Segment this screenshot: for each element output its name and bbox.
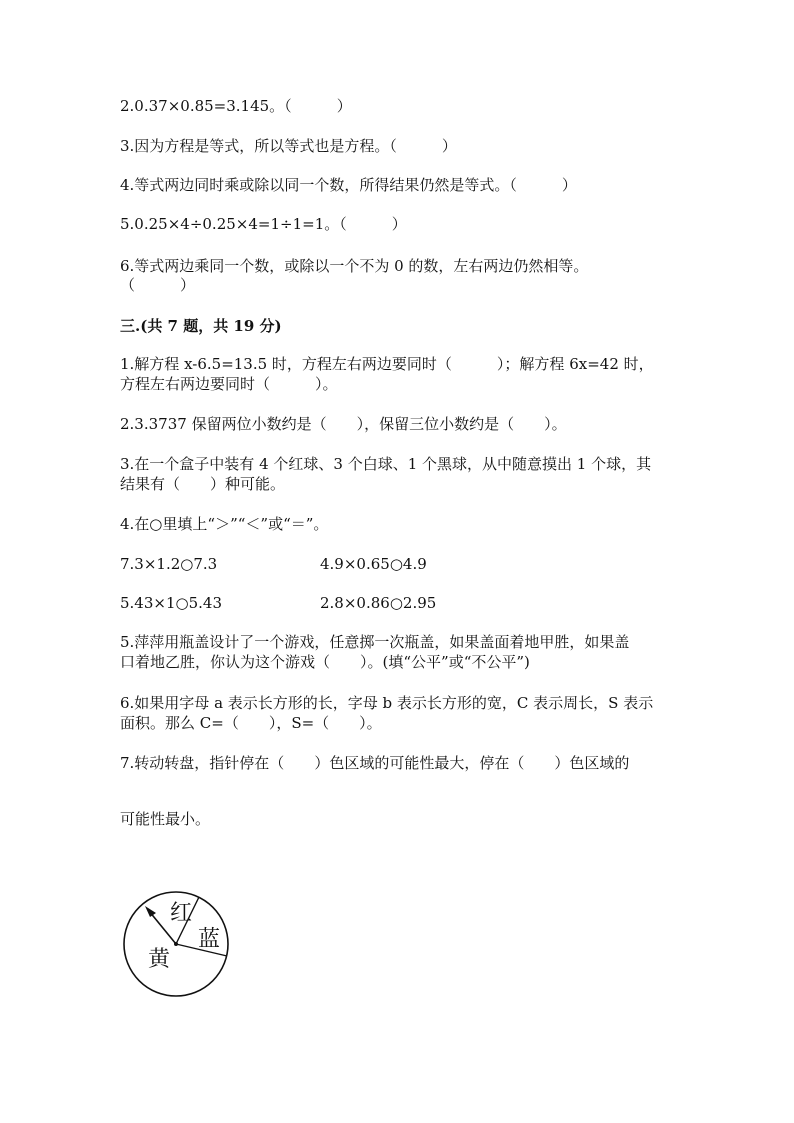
fill-question-1-line1: 1.解方程 x-6.5=13.5 时，方程左右两边要同时（ ）；解方程 6x=42 时， [120,355,654,373]
fill-question-6-line1: 6.如果用字母 a 表示长方形的长，字母 b 表示长方形的宽，C 表示周长，S 表示 [120,694,654,712]
fill-question-3-line2: 结果有（ ）种可能。 [120,475,286,493]
judge-question-6-line1: 6.等式两边乘同一个数，或除以一个不为 0 的数，左右两边仍然相等。 [120,257,589,275]
judge-question-6-line2: （ ） [120,276,196,294]
sector-label-blue: 蓝 [198,927,221,952]
judge-question-5: 5.0.25×4÷0.25×4=1÷1=1。（ ） [120,215,407,233]
pointer-arrow-icon [145,906,156,917]
fill-question-4: 4.在○里填上“＞”“＜”或“＝”。 [120,515,329,533]
fill-question-5-line1: 5.萍萍用瓶盖设计了一个游戏，任意掷一次瓶盖，如果盖面着地甲胜，如果盖 [120,633,630,651]
spinner-center [174,942,178,946]
section-3-heading: 三.(共 7 题，共 19 分) [120,317,282,335]
fill-question-2: 2.3.3737 保留两位小数约是（ ），保留三位小数约是（ ）。 [120,415,567,433]
sector-label-yellow: 黄 [148,947,171,972]
compare-item: 4.9×0.65○4.9 [320,555,427,573]
spinner-diagram [118,884,238,1004]
fill-question-5-line2: 口着地乙胜，你认为这个游戏（ ）。(填“公平”或“不公平”) [120,653,530,671]
fill-question-6-line2: 面积。那么 C=（ ），S=（ ）。 [120,714,382,732]
sector-label-red: 红 [170,901,193,926]
fill-question-7-line2: 可能性最小。 [120,810,211,828]
compare-item: 7.3×1.2○7.3 [120,555,218,573]
compare-item: 2.8×0.86○2.95 [320,594,437,612]
fill-question-1-line2: 方程左右两边要同时（ ）。 [120,375,338,393]
fill-question-3-line1: 3.在一个盒子中装有 4 个红球、3 个白球、1 个黑球，从中随意摸出 1 个球，其 [120,455,652,473]
compare-item: 5.43×1○5.43 [120,594,222,612]
judge-question-4: 4.等式两边同时乘或除以同一个数，所得结果仍然是等式。（ ） [120,176,577,194]
judge-question-2: 2.0.37×0.85=3.145。（ ） [120,97,352,115]
fill-question-7-line1: 7.转动转盘，指针停在（ ）色区域的可能性最大，停在（ ）色区域的 [120,754,630,772]
judge-question-3: 3.因为方程是等式，所以等式也是方程。（ ） [120,137,457,155]
